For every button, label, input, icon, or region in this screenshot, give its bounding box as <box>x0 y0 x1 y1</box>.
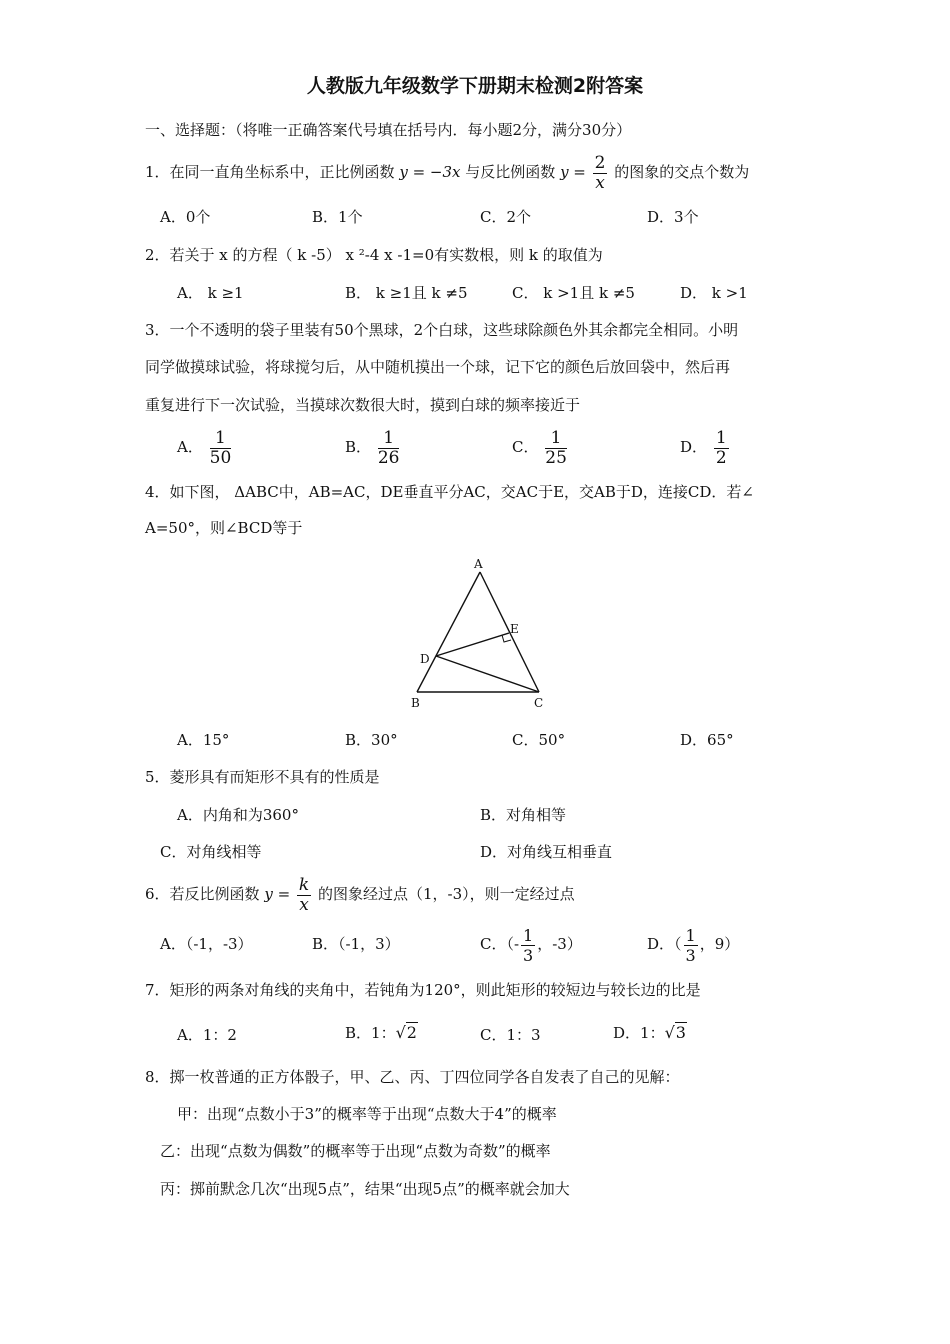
question-7: 7．矩形的两条对角线的夹角中，若钝角为120°，则此矩形的较短边与较长边的比是 <box>145 981 701 999</box>
q2-option-d: D． k >1 <box>680 284 748 302</box>
q1-prefix: 1．在同一直角坐标系中，正比例函数 <box>145 163 395 181</box>
q5-option-a: A．内角和为360° <box>177 806 299 824</box>
q1-mid: 与反比例函数 <box>465 163 556 181</box>
q6-prefix: 6．若反比例函数 <box>145 885 260 903</box>
q5-option-c: C．对角线相等 <box>160 843 262 861</box>
page-title: 人教版九年级数学下册期末检测2附答案 <box>306 75 644 97</box>
q7-option-b <box>345 1023 418 1043</box>
q3-option-a-fraction <box>210 429 232 468</box>
q6-option-c <box>480 922 582 966</box>
q6-suffix: 的图象经过点（1，-3），则一定经过点 <box>318 885 575 903</box>
q1-suffix: 的图象的交点个数为 <box>614 163 750 181</box>
q6-d-pre: D．（ <box>647 935 682 953</box>
q3-option-a <box>177 423 233 471</box>
question-3-line-3: 重复进行下一次试验，当摸球次数很大时，摸到白球的频率接近于 <box>145 396 581 414</box>
q7-b-radicand: 2 <box>406 1023 417 1042</box>
q3-d-num: 1 <box>715 427 727 448</box>
question-3-line-1: 3．一个不透明的袋子里装有50个黑球，2个白球，这些球除颜色外其余都完全相同。小明 <box>145 321 739 339</box>
q3-option-d-fraction <box>714 429 729 468</box>
q3-option-b <box>345 423 401 471</box>
question-4-line-1: 4．如下图， ΔABC中，AB=AC，DE垂直平分AC，交AC于E，交AB于D，连接CD．若∠ <box>145 483 754 501</box>
q3-option-c-label: C． <box>512 438 539 456</box>
q3-option-d <box>680 423 731 471</box>
q7-option-d <box>613 1023 687 1043</box>
q6-d-num: 1 <box>685 925 696 945</box>
q3-c-num: 1 <box>545 429 567 449</box>
q3-option-d-label: D． <box>680 438 708 456</box>
q7-d-pre: D．1： <box>613 1024 665 1042</box>
q4-option-d: D．65° <box>680 731 734 749</box>
question-4-line-2: A=50°，则∠BCD等于 <box>145 519 303 537</box>
q7-b-pre: B．1： <box>345 1024 396 1042</box>
q3-a-num: 1 <box>210 429 232 449</box>
q7-b-sqrt: √2 <box>395 1023 417 1042</box>
q6-option-a: A．（-1，-3） <box>160 935 253 953</box>
q3-a-den: 50 <box>209 447 232 468</box>
q7-option-c: C．1：3 <box>480 1026 541 1044</box>
label-d: D <box>420 652 430 666</box>
question-6 <box>145 870 575 918</box>
q6-option-d <box>647 922 739 966</box>
q6-c-fraction <box>521 926 535 965</box>
q1-fraction <box>593 154 608 193</box>
label-a: A <box>474 557 483 571</box>
q4-option-a: A．15° <box>177 731 230 749</box>
q6-d-den: 3 <box>685 945 696 965</box>
q6-d-post: ，9） <box>699 935 740 953</box>
section-heading: 一、选择题：（将唯一正确答案代号填在括号内．每小题2分，满分30分） <box>145 121 632 139</box>
q3-option-c-fraction <box>545 429 567 468</box>
q2-option-c: C． k >1且 k ≠5 <box>512 284 635 302</box>
label-b: B <box>411 696 420 710</box>
q7-option-a: A．1：2 <box>177 1026 237 1044</box>
q6-c-den: 3 <box>523 945 534 965</box>
q8-statement-bing: 丙：掷前默念几次“出现5点”，结果“出现5点”的概率就会加大 <box>160 1180 570 1198</box>
q3-option-b-label: B． <box>345 438 372 456</box>
q1-y-equals: y = <box>560 163 586 181</box>
q7-d-sqrt: √3 <box>664 1023 686 1042</box>
question-2: 2．若关于 x 的方程（ k -5） x ²-4 x -1=0有实数根，则 k 的取值为 <box>145 246 603 264</box>
q1-fraction-numerator: 2 <box>594 152 606 173</box>
q6-fraction-numerator: k <box>298 874 310 895</box>
q3-option-b-fraction <box>378 429 400 468</box>
q6-fraction <box>297 876 311 915</box>
question-3-line-2: 同学做摸球试验，将球搅匀后，从中随机摸出一个球，记下它的颜色后放回袋中，然后再 <box>145 358 731 376</box>
q6-fraction-denominator: x <box>299 894 309 915</box>
side-ab <box>417 572 480 692</box>
q8-statement-yi: 乙：出现“点数为偶数”的概率等于出现“点数为奇数”的概率 <box>160 1142 551 1160</box>
q1-linear-function: y = −3x <box>399 163 461 181</box>
label-c: C <box>534 696 544 710</box>
q5-option-d: D．对角线互相垂直 <box>480 843 613 861</box>
question-1 <box>145 150 749 194</box>
q3-c-den: 25 <box>545 447 567 468</box>
question-8: 8．掷一枚普通的正方体骰子，甲、乙、丙、丁四位同学各自发表了自己的见解： <box>145 1068 680 1086</box>
q5-option-b: B．对角相等 <box>480 806 567 824</box>
q3-b-den: 26 <box>377 447 400 468</box>
q6-d-fraction <box>684 926 698 965</box>
q4-option-c: C．50° <box>512 731 566 749</box>
q6-c-num: 1 <box>523 925 534 945</box>
q2-option-a: A． k ≥1 <box>177 284 244 302</box>
triangle-figure <box>400 555 570 715</box>
q3-b-num: 1 <box>378 429 400 449</box>
q6-y-equals: y = <box>264 885 291 903</box>
q8-statement-jia: 甲：出现“点数小于3”的概率等于出现“点数大于4”的概率 <box>177 1105 557 1123</box>
q1-option-a: A．0个 <box>160 208 211 226</box>
right-angle-mark <box>502 635 511 642</box>
q1-option-c: C．2个 <box>480 208 532 226</box>
q2-option-b: B． k ≥1且 k ≠5 <box>345 284 468 302</box>
q6-c-post: ，-3） <box>537 935 582 953</box>
q1-fraction-denominator: x <box>595 172 605 193</box>
q6-c-pre: C．（- <box>480 935 520 953</box>
q3-d-den: 2 <box>715 447 727 468</box>
question-5: 5．菱形具有而矩形不具有的性质是 <box>145 768 380 786</box>
q3-option-c <box>512 423 569 471</box>
q6-option-b: B．（-1，3） <box>312 935 400 953</box>
q7-d-radicand: 3 <box>675 1023 686 1042</box>
q1-option-d: D．3个 <box>647 208 699 226</box>
label-e: E <box>510 622 519 636</box>
q4-option-b: B．30° <box>345 731 398 749</box>
q3-option-a-label: A． <box>177 438 203 456</box>
q1-option-b: B．1个 <box>312 208 363 226</box>
